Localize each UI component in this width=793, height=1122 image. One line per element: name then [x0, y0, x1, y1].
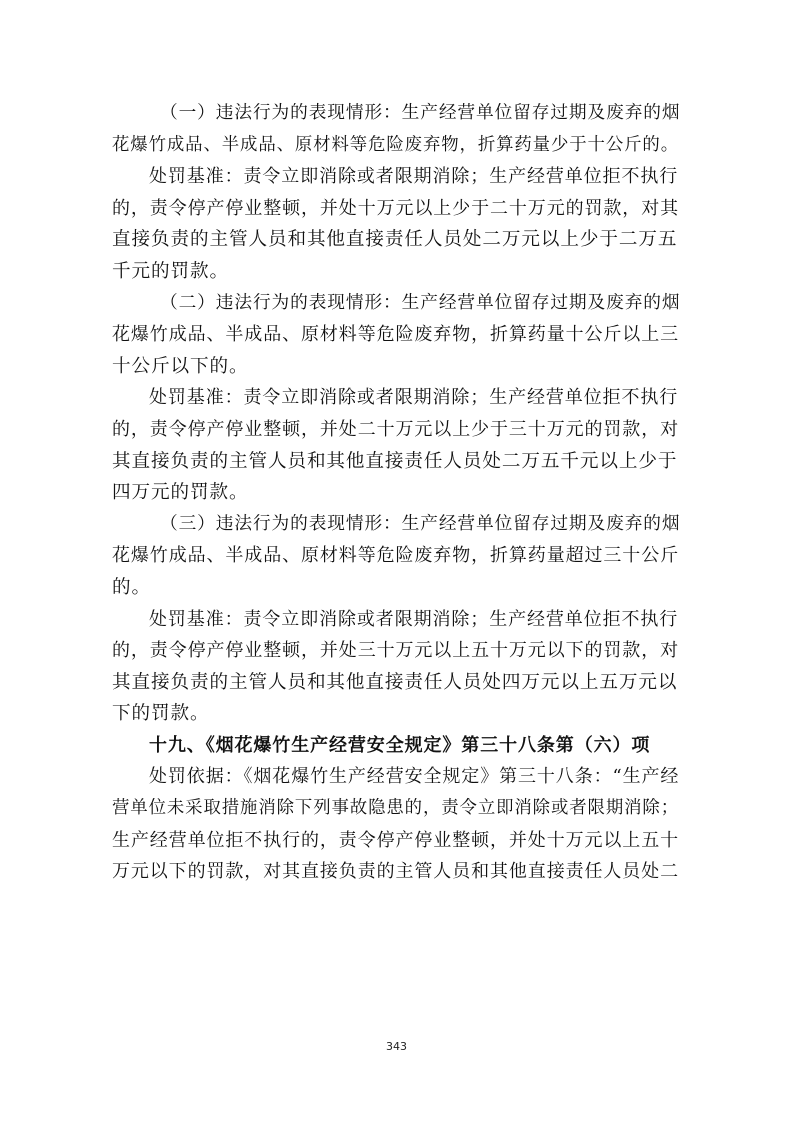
text-line: 的。: [112, 576, 151, 598]
text-line: 其直接负责的主管人员和其他直接责任人员处二万五千元以上少于: [112, 450, 678, 472]
text-line: 的，责令停产停业整顿，并处十万元以上少于二十万元的罚款，对其: [112, 197, 679, 219]
text-line: 处罚基准：责令立即消除或者限期消除；生产经营单位拒不执行: [149, 166, 679, 188]
body-text: [112, 98, 684, 888]
text-line: 花爆竹成品、半成品、原材料等危险废弃物，折算药量少于十公斤的。: [112, 134, 680, 155]
text-line: 十公斤以下的。: [112, 355, 249, 377]
text-line: 生产经营单位拒不执行的，责令停产停业整顿，并处十万元以上五十: [112, 829, 679, 851]
text-line: （一）违法行为的表现情形：生产经营单位留存过期及废弃的烟: [160, 103, 681, 123]
text-line: 处罚基准：责令立即消除或者限期消除；生产经营单位拒不执行: [149, 387, 679, 409]
text-line: 下的罚款。: [112, 703, 210, 725]
text-line: 处罚依据：《烟花爆竹生产经营安全规定》第三十八条：“生产经: [149, 766, 680, 788]
page-number: 343: [386, 1040, 407, 1053]
text-line: 营单位未采取措施消除下列事故隐患的，责令立即消除或者限期消除；: [112, 798, 680, 819]
text-line: 其直接负责的主管人员和其他直接责任人员处四万元以上五万元以: [112, 671, 678, 693]
text-line: 四万元的罚款。: [112, 482, 249, 504]
text-line: 花爆竹成品、半成品、原材料等危险废弃物，折算药量十公斤以上三: [112, 324, 679, 346]
text-line: （二）违法行为的表现情形：生产经营单位留存过期及废弃的烟: [160, 292, 681, 313]
section-heading: 十九、《烟花爆竹生产经营安全规定》第三十八条第（六）项: [149, 734, 651, 756]
text-line: 的，责令停产停业整顿，并处三十万元以上五十万元以下的罚款，对: [112, 640, 679, 662]
text-line: 花爆竹成品、半成品、原材料等危险废弃物，折算药量超过三十公斤: [112, 545, 679, 567]
text-line: 万元以下的罚款，对其直接负责的主管人员和其他直接责任人员处二: [112, 861, 679, 883]
text-line: 的，责令停产停业整顿，并处二十万元以上少于三十万元的罚款，对: [112, 418, 679, 440]
text-line: 直接负责的主管人员和其他直接责任人员处二万元以上少于二万五: [112, 229, 678, 251]
text-line: 千元的罚款。: [112, 260, 229, 282]
text-line: 处罚基准：责令立即消除或者限期消除；生产经营单位拒不执行: [149, 608, 679, 630]
text-line: （三）违法行为的表现情形：生产经营单位留存过期及废弃的烟: [160, 513, 681, 534]
